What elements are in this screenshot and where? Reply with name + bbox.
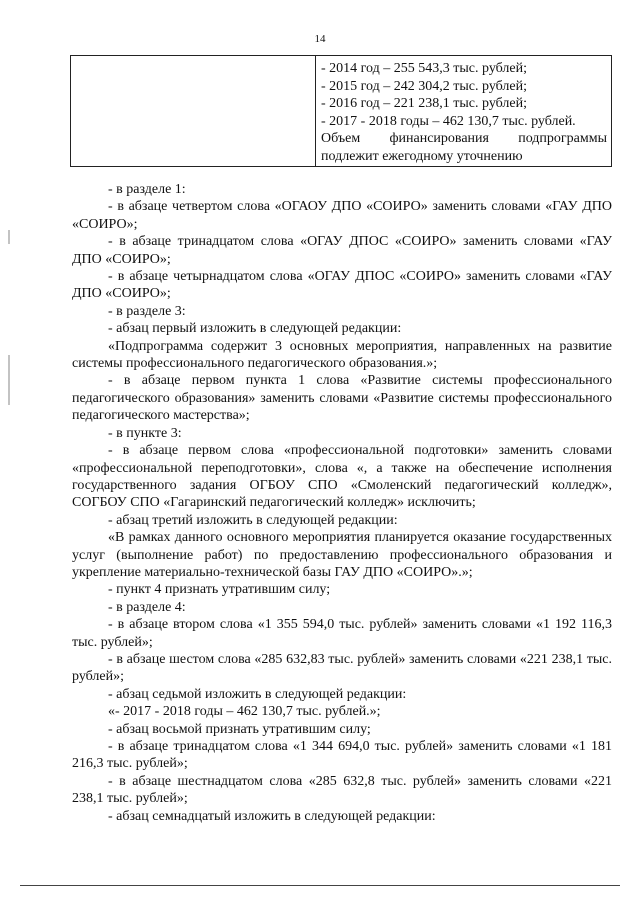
financing-line-2016: - 2016 год – 221 238,1 тыс. рублей; bbox=[321, 96, 528, 111]
table-right-cell bbox=[316, 56, 612, 167]
paragraph: - в разделе 3: bbox=[108, 303, 186, 319]
paragraph: - в абзаце тринадцатом слова «ОГАУ ДПОС «СОИРО» заменить словами «ГАУ ДПО «СОИРО»; bbox=[72, 234, 612, 267]
financing-table bbox=[70, 55, 612, 167]
financing-note-line-1: Объем финансирования подпрограммы bbox=[321, 131, 607, 146]
page-number: 14 bbox=[314, 33, 326, 45]
paragraph: - абзац восьмой признать утратившим силу; bbox=[108, 721, 371, 737]
paragraph: - в абзаце первом пункта 1 слова «Развитие системы профессионального педагогического образования» заменить словами «Развитие системы профессионального педагогического мастерства»; bbox=[72, 373, 612, 424]
document-body bbox=[72, 181, 612, 825]
paragraph: - в абзаце первом слова «профессиональной подготовки» заменить словами «профессиональной переподготовки», слова «, а также на обеспечение исполнения государственного задания ОГБОУ СПО «Смоленский педагогический колледж», СОГБОУ СПО «Гагаринский педагогический колледж» исключить; bbox=[72, 443, 612, 511]
paragraph: - в абзаце шестом слова «285 632,83 тыс. рублей» заменить словами «221 238,1 тыс. рублей»; bbox=[72, 651, 612, 685]
paragraph: «Подпрограмма содержит 3 основных мероприятия, направленных на развитие системы профессионального педагогического образования.»; bbox=[72, 338, 612, 372]
financing-line-2017-2018: - 2017 - 2018 годы – 462 130,7 тыс. рублей. bbox=[321, 113, 576, 129]
paragraph: - в пункте 3: bbox=[108, 425, 182, 441]
paragraph: «В рамках данного основного мероприятия планируется оказание государственных услуг (выполнение работ) по предоставлению профессионального образования и укрепление материально-технической базы ГАУ ДПО «СОИРО».»; bbox=[72, 530, 612, 580]
paragraph: - пункт 4 признать утратившим силу; bbox=[108, 582, 331, 598]
paragraph: - в разделе 4: bbox=[108, 599, 186, 615]
financing-line-2015: - 2015 год – 242 304,2 тыс. рублей; bbox=[321, 78, 528, 94]
paragraph: - в разделе 1: bbox=[108, 182, 186, 197]
financing-line-2014: - 2014 год – 255 543,3 тыс. рублей; bbox=[321, 61, 528, 76]
paragraph: - абзац седьмой изложить в следующей редакции: bbox=[108, 686, 407, 702]
scan-edge-mark bbox=[8, 355, 10, 405]
paragraph: - абзац семнадцатый изложить в следующей редакции: bbox=[108, 808, 436, 824]
paragraph: - в абзаце тринадцатом слова «1 344 694,0 тыс. рублей» заменить словами «1 181 216,3 тыс. рублей»; bbox=[72, 739, 612, 772]
paragraph: - абзац первый изложить в следующей редакции: bbox=[108, 321, 402, 337]
scan-edge-mark bbox=[8, 230, 10, 244]
paragraph: - в абзаце втором слова «1 355 594,0 тыс. рублей» заменить словами «1 192 116,3 тыс. рублей»; bbox=[72, 617, 612, 650]
paragraph: - абзац третий изложить в следующей редакции: bbox=[108, 512, 398, 528]
financing-note-line-2: подлежит ежегодному уточнению bbox=[321, 148, 523, 164]
paragraph: - в абзаце четырнадцатом слова «ОГАУ ДПОС «СОИРО» заменить словами «ГАУ ДПО «СОИРО»; bbox=[72, 269, 612, 302]
paragraph: «- 2017 - 2018 годы – 462 130,7 тыс. рублей.»; bbox=[108, 704, 381, 720]
paragraph: - в абзаце четвертом слова «ОГАОУ ДПО «СОИРО» заменить словами «ГАУ ДПО «СОИРО»; bbox=[72, 199, 612, 232]
paragraph: - в абзаце шестнадцатом слова «285 632,8 тыс. рублей» заменить словами «221 238,1 тыс. рублей»; bbox=[72, 773, 612, 807]
table-left-cell bbox=[71, 56, 316, 167]
scan-bottom-edge bbox=[20, 885, 620, 886]
